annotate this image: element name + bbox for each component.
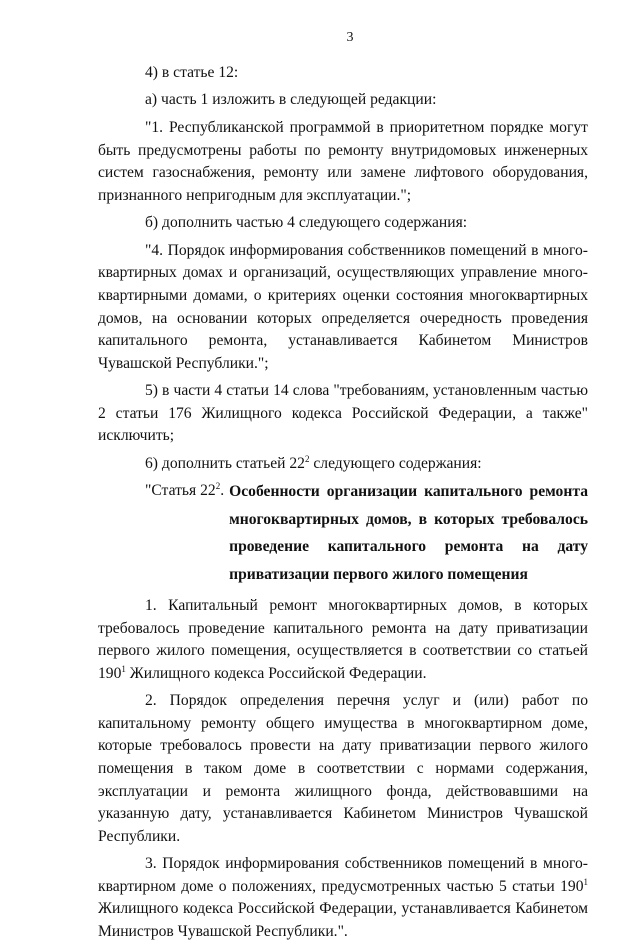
- superscript: 2: [215, 481, 221, 492]
- paragraph-subitem-a: а) часть 1 изложить в следующей редакции:: [145, 91, 437, 109]
- text-segment: .: [220, 482, 225, 500]
- text-segment: следующего содержания:: [309, 454, 482, 472]
- superscript: 1: [121, 663, 126, 674]
- text-segment: 1. Капитальный ремонт многоквартирных домов, в которых требовалось проведение капитального ремонта на дату приватизации первого жилого помещения, осуществляется в соответствии со статьей 190: [98, 596, 588, 682]
- paragraph-item-5: 5) в части 4 статьи 14 слова "требованиям, установленным частью 2 статьи 176 Жилищного кодекса Российской Федерации, а также" исключить;: [98, 382, 588, 445]
- document-body: [98, 62, 588, 949]
- superscript: 1: [583, 876, 588, 887]
- paragraph-article-part-1: [98, 595, 588, 685]
- text-segment: 6) дополнить статьей 22: [145, 454, 305, 472]
- text-segment: Жилищного кодекса Российской Федерации.: [125, 664, 427, 682]
- paragraph-item-6: [98, 453, 588, 476]
- article-heading: [98, 480, 588, 588]
- text-segment: Жилищного кодекса Российской Федерации, устанавливается Кабинетом Министров Чувашской Республики.".: [98, 900, 588, 941]
- superscript: 2: [304, 453, 310, 464]
- text-segment: 3. Порядок информирования собственников помещений в многоквартирном доме о положениях, предусмотренных частью 5 статьи 190: [98, 855, 588, 895]
- paragraph-quote-part-1: "1. Республиканской программой в приоритетном порядке могут быть предусмотрены работы по ремонту внутридомовых инженерных систем газоснабжения, ремонту или замене лифтового оборудования, признанного непригодным для эксплуатации.";: [98, 118, 588, 204]
- page-number: 3: [346, 30, 354, 45]
- paragraph-article-part-3: [98, 853, 588, 943]
- text-segment: "Статья 22: [145, 482, 216, 500]
- paragraph-item-4: 4) в статье 12:: [145, 64, 239, 81]
- paragraph-subitem-b: б) дополнить частью 4 следующего содержания:: [145, 214, 468, 232]
- article-title: Особенности организации капитального ремонта многоквартирных домов, в которых требовалось проведение капитального ремонта на дату приватизации первого жилого помещения: [229, 483, 588, 583]
- article-label: [98, 480, 224, 588]
- paragraph-quote-part-4: "4. Порядок информирования собственников помещений в многоквартирных домах и организаций, осуществляющих управление многоквартирными домами, о критериях оценки состояния многоквартирных домов, на основании которых определяется очередность проведения капитального ремонта, устанавливается Кабинетом Министров Чувашской Республики.";: [98, 241, 588, 372]
- paragraph-article-part-2: 2. Порядок определения перечня услуг и (или) работ по капитальному ремонту общего имущества в многоквартирном доме, которые требовалось провести на дату приватизации первого жилого помещения в таком доме в соответствии с нормами содержания, эксплуатации и ремонта жилищного фонда, действовавшими на указанную дату, устанавливается Кабинетом Министров Чувашской Республики.: [98, 692, 588, 845]
